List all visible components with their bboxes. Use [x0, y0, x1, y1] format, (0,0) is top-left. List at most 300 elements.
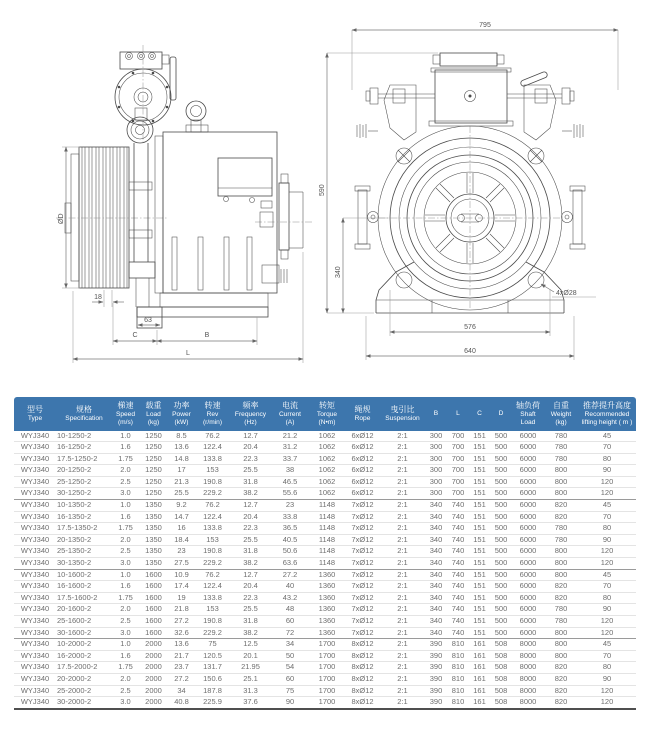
cell: 151: [469, 627, 490, 639]
cell: 6000: [512, 604, 544, 616]
cell: 2:1: [380, 488, 425, 500]
cell: 1700: [309, 685, 345, 697]
table-row: [14, 465, 636, 477]
cell: 6000: [512, 523, 544, 535]
cell: WYJ340: [14, 511, 56, 523]
cell: 7xØ12: [345, 500, 380, 512]
table-row: [14, 592, 636, 604]
cell: 2:1: [380, 627, 425, 639]
cell: 1600: [139, 592, 168, 604]
cell: 1360: [309, 569, 345, 581]
header-label: (kg): [147, 418, 160, 426]
cell: 500: [490, 534, 512, 546]
cell: 740: [447, 523, 469, 535]
cell: 17.5-2000-2: [56, 662, 112, 674]
cell: 120: [578, 476, 636, 488]
dim-label-l: L: [186, 350, 190, 357]
cell: 151: [469, 465, 490, 477]
cell: 1.75: [112, 523, 139, 535]
cell: 740: [447, 616, 469, 628]
cell: 20-2000-2: [56, 673, 112, 685]
cell: 25.5: [230, 604, 271, 616]
cell: 8xØ12: [345, 673, 380, 685]
cell: 20-1600-2: [56, 604, 112, 616]
cell: 800: [544, 639, 578, 651]
dim-label-overall-width: 795: [479, 22, 491, 29]
cell: 2:1: [380, 546, 425, 558]
cell: 800: [544, 546, 578, 558]
cell: WYJ340: [14, 673, 56, 685]
cell: 17.4: [168, 581, 195, 593]
cell: 30-1250-2: [56, 488, 112, 500]
cell: 500: [490, 500, 512, 512]
cell: 150.6: [195, 673, 230, 685]
cell: 151: [469, 558, 490, 570]
header-label: 型号: [27, 405, 43, 414]
cell: 1350: [139, 523, 168, 535]
column-header-power: [168, 397, 195, 431]
cell: 20-1350-2: [56, 534, 112, 546]
header-label: C: [477, 409, 482, 417]
cell: 80: [578, 662, 636, 674]
column-header-recommended: [578, 397, 636, 431]
cell: 22.3: [230, 453, 271, 465]
cell: 340: [425, 511, 447, 523]
cell: WYJ340: [14, 639, 56, 651]
cell: 14.7: [168, 511, 195, 523]
cell: 38: [271, 465, 309, 477]
cell: 1700: [309, 650, 345, 662]
cell: 70: [578, 511, 636, 523]
cell: 22.3: [230, 592, 271, 604]
dim-label-sheave-diameter: ØD: [58, 213, 65, 224]
cell: 75: [271, 685, 309, 697]
cell: 1.6: [112, 581, 139, 593]
cell: 151: [469, 569, 490, 581]
cell: WYJ340: [14, 697, 56, 709]
cell: 34: [271, 639, 309, 651]
cell: 3.0: [112, 488, 139, 500]
cell: 2:1: [380, 569, 425, 581]
cell: 21.8: [168, 604, 195, 616]
cell: 7xØ12: [345, 534, 380, 546]
cell: 1350: [139, 500, 168, 512]
cell: 7xØ12: [345, 569, 380, 581]
cell: 43.2: [271, 592, 309, 604]
cell: 10-1600-2: [56, 569, 112, 581]
table-row: [14, 627, 636, 639]
cell: 90: [578, 534, 636, 546]
dim-label-foot-span: 576: [464, 324, 476, 331]
cell: 6000: [512, 534, 544, 546]
cell: 508: [490, 639, 512, 651]
cell: 229.2: [195, 488, 230, 500]
cell: 340: [425, 581, 447, 593]
cell: 1600: [139, 581, 168, 593]
cell: 820: [544, 685, 578, 697]
cell: 151: [469, 431, 490, 442]
cell: 7xØ12: [345, 558, 380, 570]
cell: 50.6: [271, 546, 309, 558]
cell: 120.5: [195, 650, 230, 662]
cell: 6000: [512, 431, 544, 442]
cell: WYJ340: [14, 604, 56, 616]
cell: 810: [447, 639, 469, 651]
cell: 30-1600-2: [56, 627, 112, 639]
column-header-current: [271, 397, 309, 431]
cell: 190.8: [195, 476, 230, 488]
cell: 340: [425, 558, 447, 570]
header-label: 电流: [282, 401, 298, 410]
cell: 740: [447, 546, 469, 558]
cell: WYJ340: [14, 500, 56, 512]
cell: 1700: [309, 662, 345, 674]
cell: 780: [544, 431, 578, 442]
cell: 151: [469, 511, 490, 523]
cell: 2:1: [380, 581, 425, 593]
cell: 8000: [512, 673, 544, 685]
cell: 820: [544, 511, 578, 523]
cell: 6000: [512, 627, 544, 639]
header-label: 绳规: [354, 405, 371, 414]
cell: 1148: [309, 511, 345, 523]
cell: 300: [425, 476, 447, 488]
cell: 2000: [139, 650, 168, 662]
front-view-drawing: [319, 22, 618, 360]
cell: 34: [168, 685, 195, 697]
table-row: [14, 546, 636, 558]
header-label: lifting height ( m ): [581, 418, 633, 426]
cell: 80: [578, 523, 636, 535]
cell: 45: [578, 431, 636, 442]
cell: 80: [578, 453, 636, 465]
cell: 120: [578, 488, 636, 500]
cell: 500: [490, 523, 512, 535]
header-label: 梯速: [117, 401, 134, 410]
cell: 340: [425, 592, 447, 604]
cell: 2000: [139, 697, 168, 709]
cell: 37.6: [230, 697, 271, 709]
cell: 8000: [512, 650, 544, 662]
cell: 2000: [139, 639, 168, 651]
cell: 390: [425, 673, 447, 685]
header-label: Shaft: [520, 410, 536, 418]
cell: 1062: [309, 431, 345, 442]
header-label: (r/min): [202, 418, 223, 426]
dim-label-b: B: [204, 332, 210, 339]
cell: 40.8: [168, 697, 195, 709]
cell: 17.5-1600-2: [56, 592, 112, 604]
cell: 800: [544, 569, 578, 581]
cell: 1360: [309, 627, 345, 639]
cell: 31.8: [230, 546, 271, 558]
table-row: [14, 604, 636, 616]
column-header-speed: [112, 397, 139, 431]
cell: 7xØ12: [345, 616, 380, 628]
table-row: [14, 616, 636, 628]
cell: 161: [469, 650, 490, 662]
column-header-weight: [544, 397, 578, 431]
cell: 6000: [512, 511, 544, 523]
cell: 340: [425, 569, 447, 581]
cell: 1.0: [112, 500, 139, 512]
cell: 390: [425, 650, 447, 662]
header-label: (kW): [174, 418, 189, 426]
cell: 8xØ12: [345, 697, 380, 709]
cell: 700: [447, 465, 469, 477]
table-row: [14, 511, 636, 523]
header-label: 规格: [76, 405, 92, 414]
cell: 151: [469, 476, 490, 488]
cell: WYJ340: [14, 581, 56, 593]
cell: 133.8: [195, 453, 230, 465]
cell: 6xØ12: [345, 442, 380, 454]
cell: 390: [425, 639, 447, 651]
cell: 27.2: [168, 616, 195, 628]
cell: 54: [271, 662, 309, 674]
cell: 38.2: [230, 627, 271, 639]
table-row: [14, 639, 636, 651]
cell: 2.0: [112, 673, 139, 685]
cell: 700: [447, 488, 469, 500]
cell: 7xØ12: [345, 592, 380, 604]
cell: 2.5: [112, 546, 139, 558]
cell: 122.4: [195, 581, 230, 593]
header-label: 载重: [145, 401, 162, 410]
cell: 500: [490, 465, 512, 477]
header-label: 转速: [204, 401, 221, 410]
dim-label-rib-pitch: 18: [94, 294, 102, 301]
cell: 6000: [512, 442, 544, 454]
cell: 48: [271, 604, 309, 616]
side-view-drawing: [56, 45, 312, 363]
cell: 820: [544, 673, 578, 685]
cell: 187.8: [195, 685, 230, 697]
cell: 300: [425, 442, 447, 454]
cell: 1360: [309, 592, 345, 604]
cell: 120: [578, 627, 636, 639]
cell: 820: [544, 500, 578, 512]
cell: 2:1: [380, 534, 425, 546]
table-row: [14, 442, 636, 454]
cell: 1360: [309, 581, 345, 593]
cell: 508: [490, 697, 512, 709]
cell: 27.2: [168, 673, 195, 685]
column-header-rope: [345, 397, 380, 431]
cell: 2.0: [112, 534, 139, 546]
cell: 32.6: [168, 627, 195, 639]
cell: 21.2: [271, 431, 309, 442]
cell: 25-2000-2: [56, 685, 112, 697]
cell: 2:1: [380, 453, 425, 465]
column-header-frequency: [230, 397, 271, 431]
cell: 500: [490, 442, 512, 454]
cell: WYJ340: [14, 569, 56, 581]
table-header: [14, 397, 636, 431]
cell: 12.7: [230, 500, 271, 512]
cell: 500: [490, 592, 512, 604]
table-row: [14, 488, 636, 500]
header-label: Load: [146, 410, 161, 418]
cell: 25-1250-2: [56, 476, 112, 488]
cell: 1250: [139, 431, 168, 442]
cell: 1600: [139, 616, 168, 628]
cell: 229.2: [195, 558, 230, 570]
cell: 6000: [512, 476, 544, 488]
table-row: [14, 581, 636, 593]
cell: 1250: [139, 465, 168, 477]
cell: 7xØ12: [345, 604, 380, 616]
table-body: [14, 431, 636, 709]
cell: 8xØ12: [345, 650, 380, 662]
cell: 190.8: [195, 546, 230, 558]
cell: 120: [578, 685, 636, 697]
cell: 151: [469, 616, 490, 628]
cell: 2:1: [380, 511, 425, 523]
cell: 90: [271, 697, 309, 709]
header-label: Rope: [354, 414, 371, 422]
cell: 740: [447, 500, 469, 512]
cell: 700: [447, 476, 469, 488]
cell: 800: [544, 488, 578, 500]
cell: 1062: [309, 453, 345, 465]
cell: 500: [490, 616, 512, 628]
cell: 780: [544, 534, 578, 546]
cell: 25.5: [168, 488, 195, 500]
cell: 151: [469, 523, 490, 535]
cell: 14.8: [168, 453, 195, 465]
header-label: D: [498, 409, 504, 417]
cell: 16-2000-2: [56, 650, 112, 662]
cell: 7xØ12: [345, 627, 380, 639]
cell: 1.75: [112, 592, 139, 604]
cell: 740: [447, 604, 469, 616]
cell: 8000: [512, 662, 544, 674]
cell: 60: [271, 616, 309, 628]
cell: WYJ340: [14, 488, 56, 500]
cell: 21.7: [168, 650, 195, 662]
cell: 1360: [309, 616, 345, 628]
cell: 120: [578, 616, 636, 628]
cell: 21.3: [168, 476, 195, 488]
cell: 16: [168, 523, 195, 535]
cell: 70: [578, 581, 636, 593]
header-label: B: [433, 409, 439, 417]
cell: 7xØ12: [345, 511, 380, 523]
cell: 1700: [309, 673, 345, 685]
cell: 36.5: [271, 523, 309, 535]
cell: 1350: [139, 558, 168, 570]
cell: 700: [447, 453, 469, 465]
cell: 20.1: [230, 650, 271, 662]
header-label: 转矩: [319, 401, 335, 410]
cell: 2.5: [112, 616, 139, 628]
cell: 6000: [512, 558, 544, 570]
cell: 151: [469, 453, 490, 465]
cell: 6000: [512, 569, 544, 581]
cell: 508: [490, 650, 512, 662]
cell: 2:1: [380, 639, 425, 651]
dim-label-base-width: 640: [464, 348, 476, 355]
cell: 190.8: [195, 616, 230, 628]
cell: 1600: [139, 569, 168, 581]
cell: 10-1350-2: [56, 500, 112, 512]
cell: 133.8: [195, 523, 230, 535]
cell: 10-1250-2: [56, 431, 112, 442]
header-label: Type: [27, 414, 43, 422]
cell: 7xØ12: [345, 523, 380, 535]
header-label: Specification: [65, 414, 103, 422]
cell: 780: [544, 453, 578, 465]
cell: 161: [469, 662, 490, 674]
cell: WYJ340: [14, 558, 56, 570]
cell: 500: [490, 488, 512, 500]
cell: 70: [578, 650, 636, 662]
cell: 800: [544, 627, 578, 639]
table-row: [14, 673, 636, 685]
cell: WYJ340: [14, 453, 56, 465]
cell: 6xØ12: [345, 488, 380, 500]
cell: WYJ340: [14, 592, 56, 604]
cell: 8000: [512, 697, 544, 709]
cell: 25.1: [230, 673, 271, 685]
header-row: [14, 397, 636, 431]
cell: 6000: [512, 592, 544, 604]
cell: 2:1: [380, 616, 425, 628]
cell: 1250: [139, 453, 168, 465]
cell: 161: [469, 697, 490, 709]
cell: 19: [168, 592, 195, 604]
table-row: [14, 523, 636, 535]
cell: WYJ340: [14, 616, 56, 628]
column-header-l: [447, 397, 469, 431]
cell: 2:1: [380, 500, 425, 512]
cell: 6xØ12: [345, 453, 380, 465]
cell: WYJ340: [14, 685, 56, 697]
cell: 45: [578, 569, 636, 581]
cell: 40.5: [271, 534, 309, 546]
cell: 120: [578, 697, 636, 709]
cell: 3.0: [112, 627, 139, 639]
column-header-rev: [195, 397, 230, 431]
cell: 300: [425, 488, 447, 500]
cell: 9.2: [168, 500, 195, 512]
header-label: Speed: [115, 410, 136, 418]
cell: 17.5-1250-2: [56, 453, 112, 465]
header-label: Suspension: [385, 414, 420, 422]
cell: 2:1: [380, 604, 425, 616]
cell: 161: [469, 639, 490, 651]
cell: 1600: [139, 627, 168, 639]
cell: 21.95: [230, 662, 271, 674]
table-row: [14, 558, 636, 570]
cell: 25.5: [230, 534, 271, 546]
header-label: Weight: [550, 410, 572, 418]
cell: 2:1: [380, 523, 425, 535]
table-row: [14, 431, 636, 442]
cell: 6xØ12: [345, 476, 380, 488]
cell: 153: [195, 604, 230, 616]
cell: 6000: [512, 465, 544, 477]
cell: 23: [271, 500, 309, 512]
cell: 820: [544, 662, 578, 674]
cell: 740: [447, 581, 469, 593]
cell: 740: [447, 511, 469, 523]
cell: 810: [447, 685, 469, 697]
column-header-torque: [309, 397, 345, 431]
cell: 1350: [139, 511, 168, 523]
cell: 3.0: [112, 558, 139, 570]
